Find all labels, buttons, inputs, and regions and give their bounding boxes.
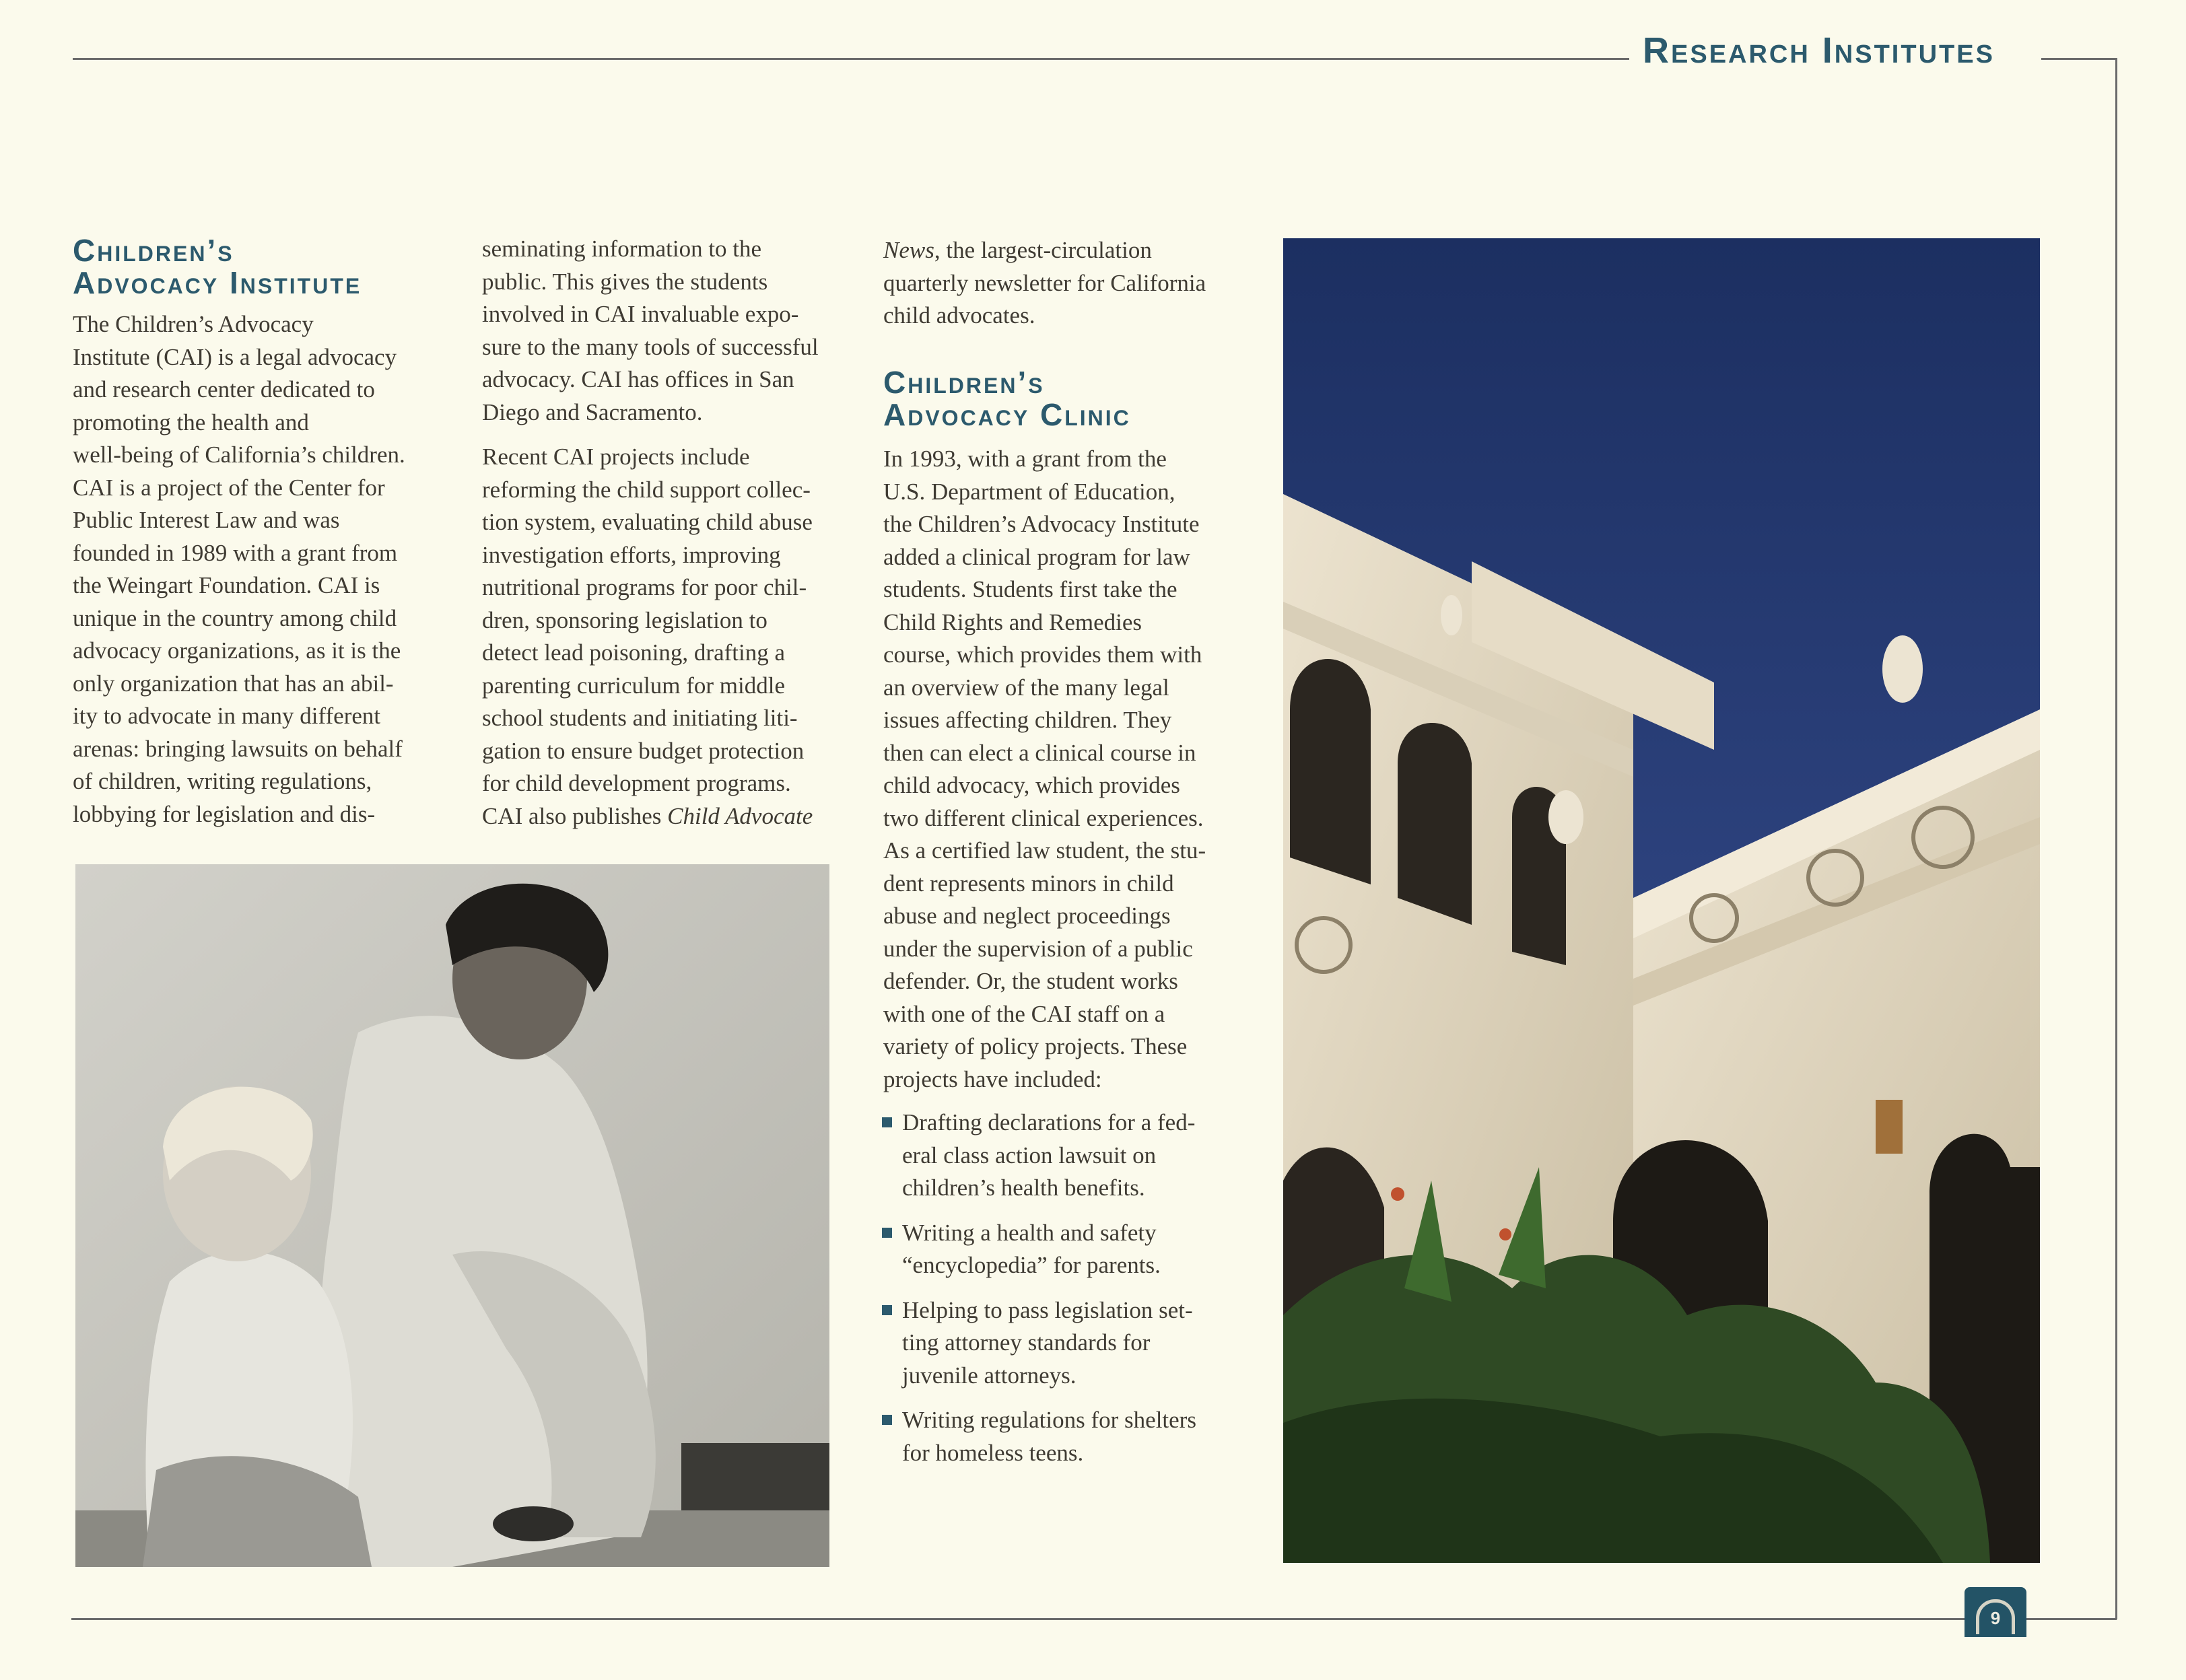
heading-line: Advocacy Clinic	[883, 397, 1131, 432]
text-line: Drafting declarations for a fed-	[902, 1109, 1196, 1135]
list-item	[882, 1404, 1232, 1469]
text-line: added a clinical program for law	[883, 543, 1190, 570]
text-line: juvenile attorneys.	[902, 1362, 1077, 1389]
text-line: Institute (CAI) is a legal advocacy	[73, 343, 397, 370]
text-line: quarterly newsletter for California	[883, 269, 1206, 296]
text-line: abuse and neglect proceedings	[883, 903, 1171, 929]
text-line: students. Students first take the	[883, 576, 1177, 602]
photo-courtyard-building	[1283, 238, 2040, 1563]
text-line	[883, 234, 1233, 267]
bottom-rule-right	[2026, 1618, 2117, 1620]
text-line: the Weingart Foundation. CAI is	[73, 572, 380, 598]
column-1-text	[73, 308, 436, 843]
top-rule-right	[2041, 58, 2117, 60]
clinic-body-text	[883, 443, 1233, 1108]
photo-man-and-boy-illustration	[75, 864, 829, 1567]
text-line: In 1993, with a grant from the	[883, 446, 1167, 472]
text-line: Public Interest Law and was	[73, 507, 340, 533]
text-line: Recent CAI projects include	[482, 444, 750, 470]
bottom-rule	[71, 1618, 1965, 1620]
page-number: 9	[1990, 1608, 2001, 1628]
text-line: tion system, evaluating child abuse	[482, 509, 813, 535]
text-line: issues affecting children. They	[883, 707, 1172, 733]
text-line: course, which provides them with	[883, 641, 1202, 668]
text-run: CAI also publishes	[482, 802, 668, 829]
list-item	[882, 1107, 1232, 1205]
text-line: variety of policy projects. These	[883, 1033, 1188, 1059]
text-line: ting attorney standards for	[902, 1329, 1151, 1356]
text-line: defender. Or, the student works	[883, 968, 1178, 994]
projects-bullet-list	[882, 1107, 1232, 1481]
text-line: under the supervision of a public	[883, 935, 1193, 962]
text-line: then can elect a clinical course in	[883, 739, 1196, 766]
text-line: founded in 1989 with a grant from	[73, 539, 398, 566]
text-line: of children, writing regulations,	[73, 768, 372, 794]
text-line: The Children’s Advocacy	[73, 311, 314, 337]
text-line: U.S. Department of Education,	[883, 478, 1175, 505]
top-rule	[73, 58, 1629, 60]
column-3-text	[883, 234, 1233, 345]
heading-advocacy-institute	[73, 234, 362, 299]
text-line: two different clinical experiences.	[883, 804, 1204, 831]
text-line: CAI is a project of the Center for	[73, 474, 385, 501]
text-line: the Children’s Advocacy Institute	[883, 511, 1200, 537]
publication-title: News	[883, 237, 934, 263]
heading-line: Children’s	[883, 365, 1045, 400]
text-line: parenting curriculum for middle	[482, 672, 785, 699]
text-line: school students and initiating liti-	[482, 705, 798, 731]
text-line: well-being of California’s children.	[73, 442, 405, 468]
text-line: advocacy. CAI has offices in San	[482, 366, 794, 392]
text-line: investigation efforts, improving	[482, 541, 781, 568]
text-run: , the largest-circulation	[934, 237, 1152, 263]
text-line: for homeless teens.	[902, 1439, 1084, 1466]
text-line: dent represents minors in child	[883, 870, 1174, 897]
paragraph	[73, 308, 436, 831]
text-line: an overview of the many legal	[883, 674, 1169, 701]
publication-title: Child Advocate	[667, 802, 813, 829]
text-line: ity to advocate in many different	[73, 703, 381, 729]
text-line: Writing a health and safety	[902, 1219, 1157, 1246]
section-title: Research Institutes	[1643, 30, 1995, 71]
text-line: for child development programs.	[482, 770, 791, 796]
text-line: nutritional programs for poor chil-	[482, 574, 807, 600]
text-line: Child Rights and Remedies	[883, 608, 1142, 635]
text-line: with one of the CAI staff on a	[883, 1000, 1165, 1027]
text-line: lobbying for legislation and dis-	[73, 800, 376, 827]
paragraph	[482, 233, 846, 429]
column-2-text	[482, 233, 846, 845]
text-line: eral class action lawsuit on	[902, 1142, 1157, 1168]
right-margin-rule	[2115, 58, 2117, 1619]
text-line: arenas: bringing lawsuits on behalf	[73, 735, 403, 762]
photo-man-and-boy	[75, 864, 829, 1567]
list-item	[882, 1217, 1232, 1282]
heading-line: Children’s	[73, 233, 234, 268]
text-line: Writing regulations for shelters	[902, 1407, 1196, 1433]
text-line: advocacy organizations, as it is the	[73, 637, 401, 664]
text-line	[482, 800, 846, 833]
photo-courtyard-illustration	[1283, 238, 2040, 1563]
text-line: detect lead poisoning, drafting a	[482, 639, 785, 666]
text-line: gation to ensure budget protection	[482, 737, 805, 764]
text-line: Helping to pass legislation set-	[902, 1296, 1193, 1323]
text-line: sure to the many tools of successful	[482, 333, 819, 360]
arch-icon	[1976, 1599, 2015, 1634]
text-line: dren, sponsoring legislation to	[482, 606, 767, 633]
list-item	[882, 1294, 1232, 1393]
text-line: reforming the child support collec-	[482, 476, 811, 503]
text-line: child advocacy, which provides	[883, 772, 1180, 798]
text-line: unique in the country among child	[73, 604, 397, 631]
text-line: “encyclopedia” for parents.	[902, 1252, 1161, 1278]
text-line: only organization that has an abil-	[73, 670, 394, 697]
paragraph	[883, 443, 1233, 1096]
heading-line: Advocacy Institute	[73, 265, 362, 300]
text-line: projects have included:	[883, 1065, 1102, 1092]
page-number-badge	[1965, 1587, 2026, 1637]
text-line: and research center dedicated to	[73, 376, 375, 403]
text-line: promoting the health and	[73, 409, 309, 435]
text-line: As a certified law student, the stu-	[883, 837, 1206, 864]
heading-advocacy-clinic	[883, 366, 1131, 431]
paragraph	[883, 234, 1233, 332]
text-line: child advocates.	[883, 302, 1035, 328]
text-line: public. This gives the students	[482, 268, 768, 295]
paragraph	[482, 441, 846, 833]
text-line: children’s health benefits.	[902, 1175, 1145, 1201]
text-line: seminating information to the	[482, 236, 762, 262]
text-line: Diego and Sacramento.	[482, 398, 703, 425]
text-line: involved in CAI invaluable expo-	[482, 301, 799, 327]
